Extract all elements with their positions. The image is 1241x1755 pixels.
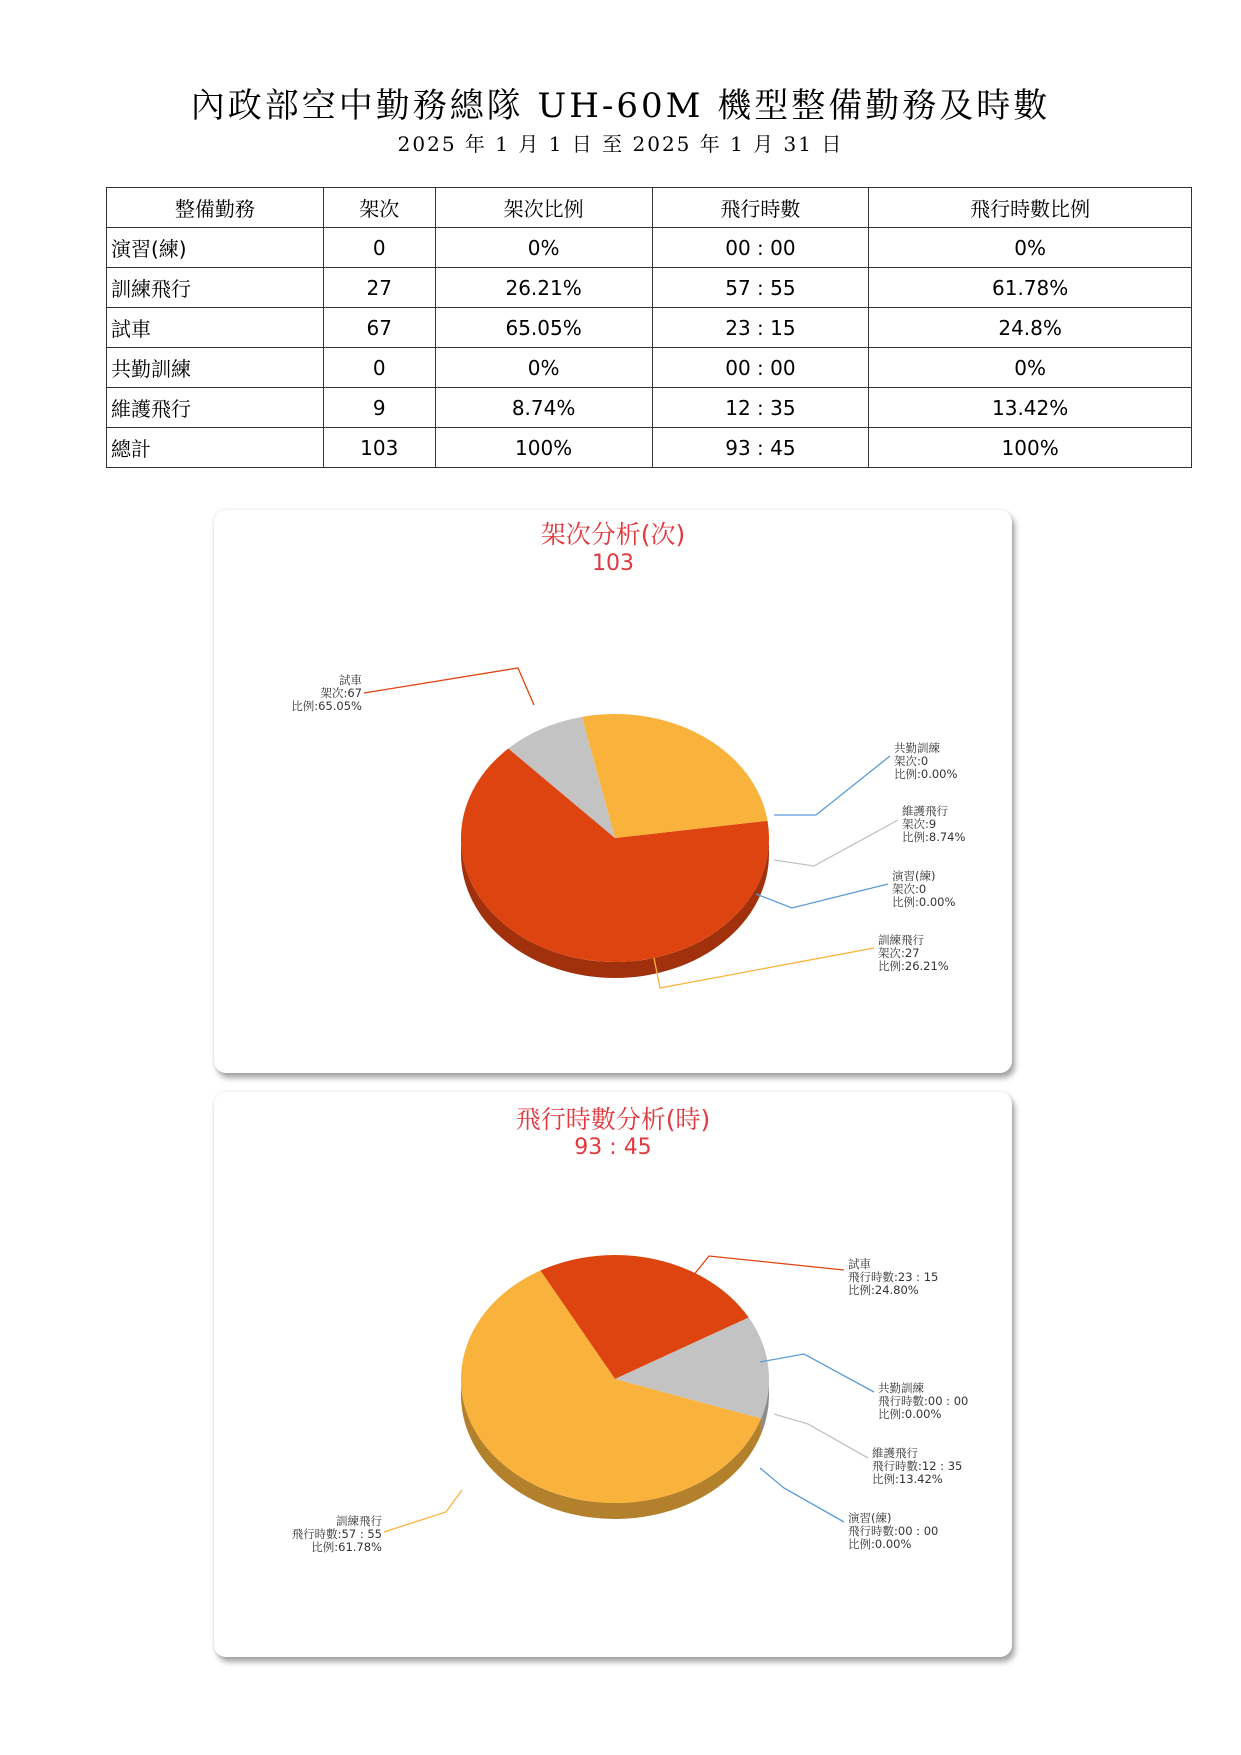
table-cell: 13.42%	[869, 388, 1192, 428]
data-label-joint-training: 飛行時數:00 : 00	[878, 1394, 969, 1408]
table-cell: 103	[323, 428, 435, 468]
table-row	[107, 228, 1192, 268]
table-cell: 共勤訓練	[107, 348, 324, 388]
data-label-test-run: 試車	[848, 1257, 871, 1271]
chart-total: 103	[592, 551, 634, 576]
table-cell: 試車	[107, 308, 324, 348]
leader-line-joint-training	[760, 1354, 874, 1392]
leader-line-exercise	[756, 884, 888, 908]
leader-line-training-flight	[384, 1490, 462, 1532]
header-cell: 整備勤務	[107, 188, 324, 228]
data-label-test-run: 飛行時數:23 : 15	[848, 1270, 939, 1284]
table-cell: 61.78%	[869, 268, 1192, 308]
table-row	[107, 308, 1192, 348]
header-cell: 飛行時數比例	[869, 188, 1192, 228]
data-label-training-flight: 架次:27	[878, 946, 920, 960]
data-label-training-flight: 訓練飛行	[878, 933, 924, 947]
leader-line-test-run	[364, 668, 534, 705]
data-label-test-run: 比例:24.80%	[848, 1283, 919, 1297]
table-row-total	[107, 428, 1192, 468]
table-row	[107, 268, 1192, 308]
table-cell: 0	[323, 348, 435, 388]
data-label-joint-training: 架次:0	[894, 754, 929, 768]
data-label-test-run: 架次:67	[320, 686, 362, 700]
data-label-joint-training: 共勤訓練	[894, 741, 940, 755]
data-label-maintenance-flight: 維護飛行	[872, 1446, 918, 1460]
leader-line-maintenance-flight	[774, 1414, 868, 1458]
table-cell: 100%	[435, 428, 652, 468]
data-label-training-flight: 比例:26.21%	[878, 959, 949, 973]
data-label-joint-training: 比例:0.00%	[894, 767, 958, 781]
data-label-exercise: 架次:0	[892, 882, 927, 896]
data-label-exercise: 演習(練)	[892, 869, 936, 883]
table-cell: 100%	[869, 428, 1192, 468]
table-cell: 0	[323, 228, 435, 268]
pie-group	[461, 714, 769, 978]
table-cell: 演習(練)	[107, 228, 324, 268]
data-label-training-flight: 訓練飛行	[336, 1514, 382, 1528]
table-cell: 26.21%	[435, 268, 652, 308]
table-cell: 23 : 15	[652, 308, 869, 348]
table-cell: 57 : 55	[652, 268, 869, 308]
data-label-exercise: 演習(練)	[848, 1511, 892, 1525]
table-cell: 總計	[107, 428, 324, 468]
table-cell: 0%	[869, 228, 1192, 268]
table-header-row	[107, 188, 1192, 228]
table-cell: 00 : 00	[652, 228, 869, 268]
chart-total: 93 : 45	[574, 1135, 652, 1160]
data-label-test-run: 試車	[339, 673, 362, 687]
data-label-exercise: 比例:0.00%	[892, 895, 956, 909]
data-label-test-run: 比例:65.05%	[291, 699, 362, 713]
table-cell: 0%	[435, 228, 652, 268]
data-label-maintenance-flight: 比例:8.74%	[902, 830, 966, 844]
data-label-maintenance-flight: 比例:13.42%	[872, 1472, 943, 1486]
pie-group	[461, 1255, 769, 1519]
data-label-maintenance-flight: 飛行時數:12 : 35	[872, 1459, 963, 1473]
data-label-training-flight: 比例:61.78%	[311, 1540, 382, 1554]
header-cell: 飛行時數	[652, 188, 869, 228]
table-cell: 維護飛行	[107, 388, 324, 428]
chart-title: 架次分析(次)	[540, 520, 686, 549]
sorties-pie-chart	[214, 510, 1012, 1073]
table-cell: 8.74%	[435, 388, 652, 428]
leader-line-joint-training	[774, 756, 890, 815]
table-cell: 0%	[435, 348, 652, 388]
table-cell: 9	[323, 388, 435, 428]
data-label-joint-training: 比例:0.00%	[878, 1407, 942, 1421]
data-label-training-flight: 飛行時數:57 : 55	[291, 1527, 382, 1541]
table-cell: 0%	[869, 348, 1192, 388]
data-label-maintenance-flight: 架次:9	[902, 817, 937, 831]
leader-line-maintenance-flight	[774, 820, 898, 866]
chart-title: 飛行時數分析(時)	[515, 1105, 711, 1134]
leader-line-exercise	[760, 1468, 844, 1522]
data-label-maintenance-flight: 維護飛行	[902, 804, 948, 818]
summary-table	[106, 187, 1192, 468]
data-label-joint-training: 共勤訓練	[878, 1381, 924, 1395]
table-cell: 67	[323, 308, 435, 348]
hours-chart-card	[214, 1092, 1012, 1657]
table-cell: 27	[323, 268, 435, 308]
table-cell: 93 : 45	[652, 428, 869, 468]
table-cell: 24.8%	[869, 308, 1192, 348]
table-cell: 12 : 35	[652, 388, 869, 428]
data-label-exercise: 飛行時數:00 : 00	[848, 1524, 939, 1538]
header-cell: 架次	[323, 188, 435, 228]
page-title: 內政部空中勤務總隊 UH-60M 機型整備勤務及時數	[190, 86, 1051, 126]
table-cell: 00 : 00	[652, 348, 869, 388]
leader-line-test-run	[688, 1256, 844, 1282]
table-row	[107, 388, 1192, 428]
table-row	[107, 348, 1192, 388]
header-cell: 架次比例	[435, 188, 652, 228]
date-range: 2025 年 1 月 1 日 至 2025 年 1 月 31 日	[397, 132, 844, 156]
data-label-exercise: 比例:0.00%	[848, 1537, 912, 1551]
sorties-chart-card	[214, 510, 1012, 1073]
table-cell: 訓練飛行	[107, 268, 324, 308]
table-cell: 65.05%	[435, 308, 652, 348]
hours-pie-chart	[214, 1092, 1012, 1657]
